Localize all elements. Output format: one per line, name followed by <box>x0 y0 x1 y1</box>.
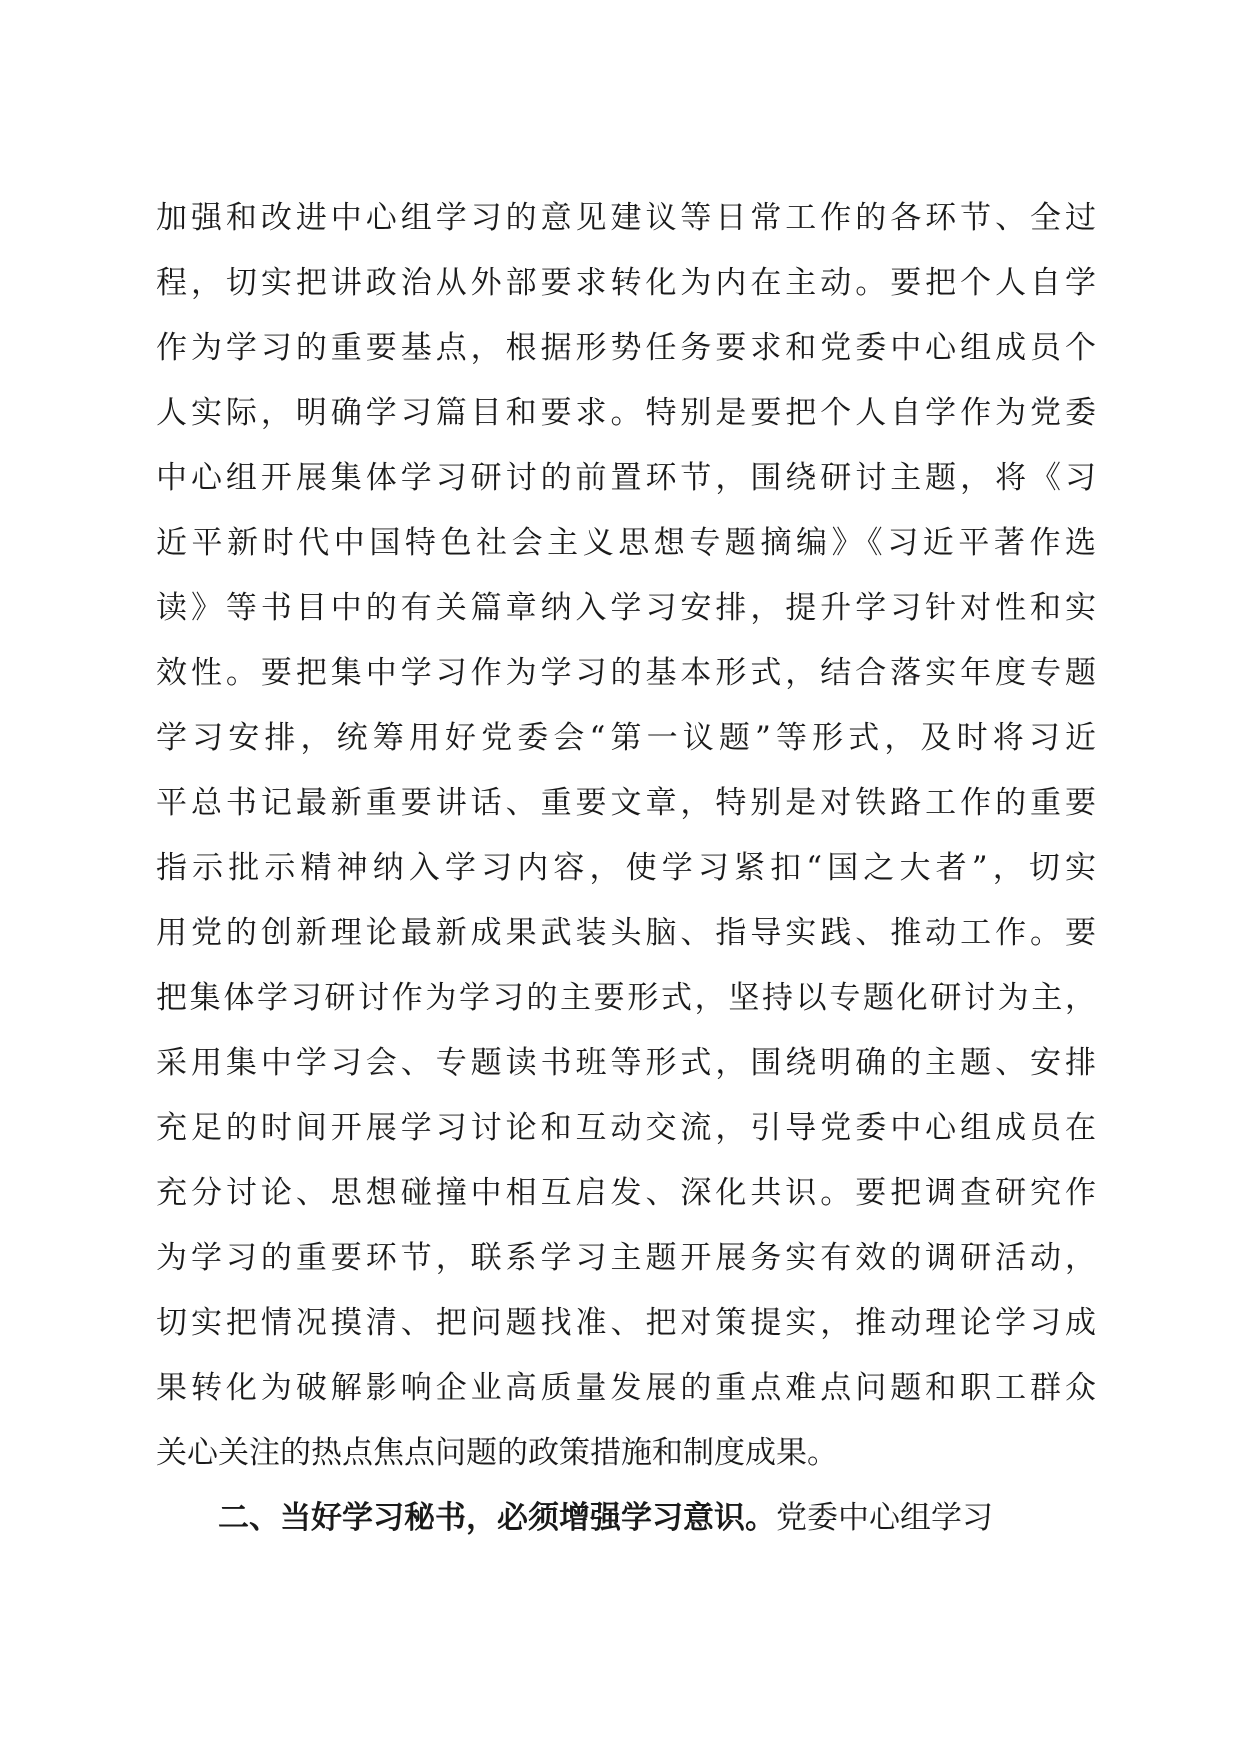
section-heading-continuation: 党委中心组学习 <box>776 1500 993 1536</box>
paragraph-line: 近平新时代中国特色社会主义思想专题摘编》《习近平著作选 <box>156 525 1096 561</box>
paragraph-line: 程，切实把讲政治从外部要求转化为内在主动。要把个人自学 <box>156 265 1096 301</box>
paragraph-line: 把集体学习研讨作为学习的主要形式，坚持以专题化研讨为主， <box>156 980 1096 1016</box>
section-heading-line <box>156 1486 1096 1551</box>
paragraph-line: 平总书记最新重要讲话、重要文章，特别是对铁路工作的重要 <box>156 785 1096 821</box>
paragraph-line: 采用集中学习会、专题读书班等形式，围绕明确的主题、安排 <box>156 1045 1096 1081</box>
paragraph-line: 用党的创新理论最新成果武装头脑、指导实践、推动工作。要 <box>156 915 1096 951</box>
section-heading: 二、当好学习秘书，必须增强学习意识。 <box>218 1500 776 1536</box>
paragraph-line: 充分讨论、思想碰撞中相互启发、深化共识。要把调查研究作 <box>156 1175 1096 1211</box>
paragraph-line: 读》等书目中的有关篇章纳入学习安排，提升学习针对性和实 <box>156 590 1096 626</box>
paragraph-line: 指示批示精神纳入学习内容，使学习紧扣“国之大者”，切实 <box>156 850 1096 886</box>
body-text <box>156 186 1096 1551</box>
paragraph-line: 关心关注的热点焦点问题的政策措施和制度成果。 <box>156 1435 838 1471</box>
paragraph-line: 切实把情况摸清、把问题找准、把对策提实，推动理论学习成 <box>156 1305 1096 1341</box>
paragraph-line: 人实际，明确学习篇目和要求。特别是要把个人自学作为党委 <box>156 395 1096 431</box>
paragraph-line: 果转化为破解影响企业高质量发展的重点难点问题和职工群众 <box>156 1370 1096 1406</box>
paragraph-line: 效性。要把集中学习作为学习的基本形式，结合落实年度专题 <box>156 655 1096 691</box>
paragraph-line: 作为学习的重要基点，根据形势任务要求和党委中心组成员个 <box>156 330 1096 366</box>
paragraph-line: 充足的时间开展学习讨论和互动交流，引导党委中心组成员在 <box>156 1110 1096 1146</box>
paragraph-line: 加强和改进中心组学习的意见建议等日常工作的各环节、全过 <box>156 200 1096 236</box>
paragraph-line: 中心组开展集体学习研讨的前置环节，围绕研讨主题，将《习 <box>156 460 1096 496</box>
paragraph-line: 学习安排，统筹用好党委会“第一议题”等形式，及时将习近 <box>156 720 1096 756</box>
paragraph-line: 为学习的重要环节，联系学习主题开展务实有效的调研活动， <box>156 1240 1096 1276</box>
